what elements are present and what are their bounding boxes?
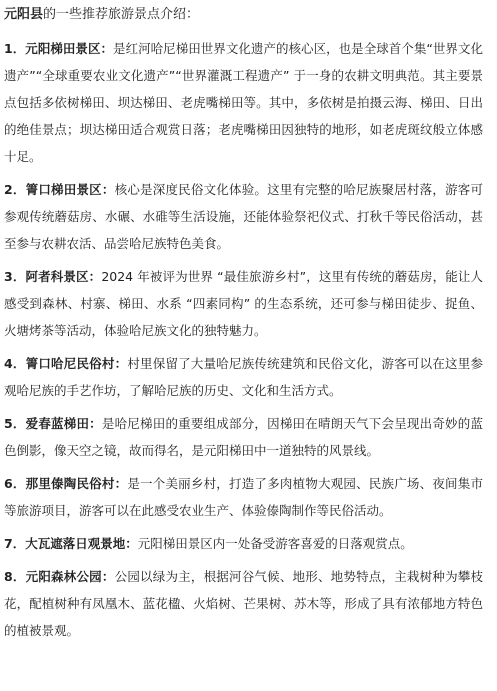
item-number: 5． [4,416,26,431]
intro-text: 的一些推荐旅游景点介绍： [43,7,200,22]
attraction-item-2 [4,176,483,257]
item-text: 核心是深度民俗文化体验。这里有完整的哈尼族聚居村落，游客可参观传统蘑菇房、水碾、水碓等生活设施，还能体验祭祀仪式、打秋千等民俗活动，甚至参与农耕农活、品尝哈尼族特色美食。 [4,182,483,251]
item-number: 8． [4,569,26,584]
item-name: 阿者科景区： [25,269,102,284]
item-text: 村里保留了大量哈尼族传统建筑和民俗文化，游客可以在这里参观哈尼族的手艺作坊，了解哈尼族的历史、文化和生活方式。 [4,356,483,398]
item-name: 那里傣陶民俗村： [25,476,128,491]
item-text: 是一个美丽乡村，打造了多肉植物大观园、民族广场、夜间集市等旅游项目，游客可以在此感受农业生产、体验傣陶制作等民俗活动。 [4,476,483,518]
attraction-item-6 [4,470,483,524]
item-name: 大瓦遮落日观景地： [25,536,138,551]
item-text: 2024 年被评为世界 “最佳旅游乡村”，这里有传统的蘑菇房，能让人感受到森林、村寨、梯田、水系 “四素同构” 的生态系统，还可参与梯田徒步、捉鱼、火塘烤茶等活动，体验哈尼族文化的独特魅力。 [4,269,483,338]
item-number: 7． [4,536,26,551]
item-name: 爱春蓝梯田： [25,416,102,431]
attraction-item-8 [4,563,483,644]
item-text: 是红河哈尼梯田世界文化遗产的核心区，也是全球首个集“世界文化遗产”“全球重要农业文化遗产”“世界灌溉工程遗产” 于一身的农耕文明典范。其主要景点包括多依树梯田、坝达梯田、老虎嘴梯田等。其中，多依树是拍摄云海、梯田、日出的绝佳景点；坝达梯田适合观赏日落；老虎嘴梯田因独特的地形，如老虎斑纹般立体感十足。 [4,41,483,164]
item-name: 箐口哈尼民俗村： [25,356,128,371]
item-number: 1． [4,41,26,56]
attraction-item-1 [4,35,483,170]
item-text: 是哈尼梯田的重要组成部分，因梯田在晴朗天气下会呈现出奇妙的蓝色倒影，像天空之镜，故而得名，是元阳梯田中一道独特的风景线。 [4,416,483,458]
intro-highlight: 元阳县 [4,7,44,22]
item-text: 元阳梯田景区内一处备受游客喜爱的日落观赏点。 [137,536,413,551]
item-number: 2． [4,182,26,197]
attraction-item-5 [4,410,483,464]
item-name: 箐口梯田景区： [25,182,115,197]
item-number: 4． [4,356,26,371]
item-text: 公园以绿为主，根据河谷气候、地形、地势特点，主栽树种为攀枝花，配植树种有凤凰木、蓝花楹、火焰树、芒果树、苏木等，形成了具有浓郁地方特色的植被景观。 [4,569,483,638]
item-number: 3． [4,269,26,284]
attraction-item-4 [4,350,483,404]
intro-paragraph [4,4,483,26]
attraction-item-7 [4,530,483,557]
item-name: 元阳梯田景区： [25,41,114,56]
attraction-item-3 [4,263,483,344]
item-number: 6． [4,476,26,491]
item-name: 元阳森林公园： [25,569,115,584]
